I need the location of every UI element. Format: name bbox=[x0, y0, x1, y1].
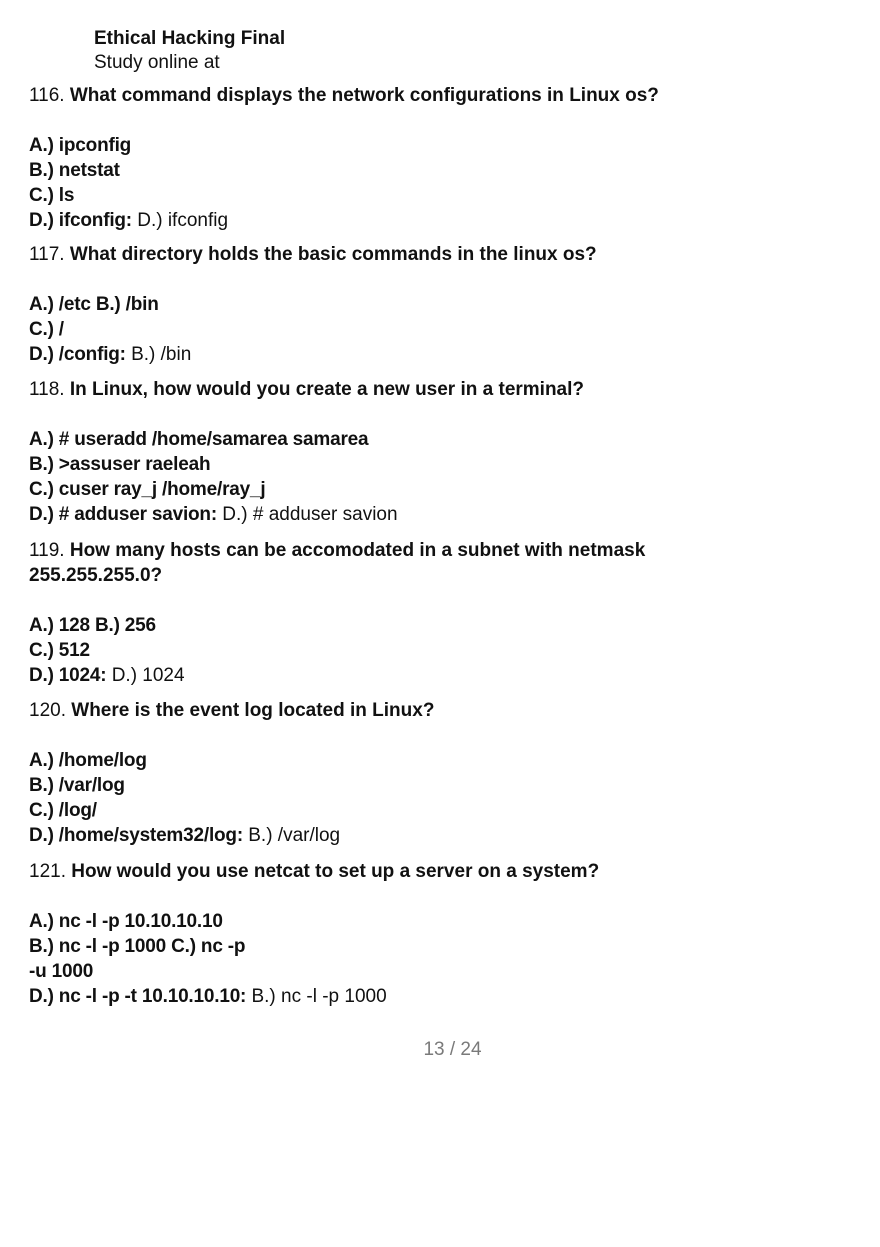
question-number: 120. bbox=[29, 700, 66, 721]
option-line: A.) nc -l -p 10.10.10.10 bbox=[29, 911, 223, 932]
question-text: What directory holds the basic commands in the linux os? bbox=[69, 244, 597, 265]
option-line: B.) >assuser raeleah bbox=[29, 454, 211, 475]
question-118 bbox=[29, 377, 849, 527]
question-stem bbox=[29, 859, 849, 884]
question-options bbox=[29, 613, 849, 688]
question-119 bbox=[29, 538, 849, 688]
question-number: 116. bbox=[29, 85, 65, 106]
question-stem bbox=[29, 698, 849, 723]
question-stem bbox=[29, 377, 849, 402]
question-number: 117. bbox=[29, 244, 65, 265]
answer: B.) /bin bbox=[131, 344, 192, 365]
option-line: C.) 512 bbox=[29, 640, 90, 661]
option-line: B.) nc -l -p 1000 C.) nc -p bbox=[29, 936, 246, 957]
question-text: What command displays the network configurations in Linux os? bbox=[69, 85, 659, 106]
question-text-continued: 255.255.255.0? bbox=[29, 565, 163, 586]
question-options bbox=[29, 748, 849, 848]
option-line: C.) cuser ray_j /home/ray_j bbox=[29, 479, 266, 500]
option-line: A.) ipconfig bbox=[29, 135, 132, 156]
question-text: How many hosts can be accomodated in a subnet with netmask bbox=[69, 540, 646, 561]
answer: D.) # adduser savion bbox=[222, 504, 398, 525]
question-text: In Linux, how would you create a new user in a terminal? bbox=[69, 379, 585, 400]
question-number: 119. bbox=[29, 540, 65, 561]
option-line: D.) /home/system32/log: B.) /var/log bbox=[29, 825, 341, 846]
question-117 bbox=[29, 242, 849, 367]
option-line: D.) # adduser savion: D.) # adduser savion bbox=[29, 504, 398, 525]
answer: B.) nc -l -p 1000 bbox=[251, 986, 387, 1007]
option-line: D.) /config: B.) /bin bbox=[29, 344, 192, 365]
answer: D.) 1024 bbox=[111, 665, 185, 686]
question-options bbox=[29, 427, 849, 527]
option-line: C.) /log/ bbox=[29, 800, 97, 821]
question-stem bbox=[29, 538, 849, 588]
option-line: A.) /home/log bbox=[29, 750, 147, 771]
question-116 bbox=[29, 83, 849, 233]
question-text: Where is the event log located in Linux? bbox=[71, 700, 435, 721]
option-line: A.) 128 B.) 256 bbox=[29, 615, 156, 636]
question-121 bbox=[29, 859, 849, 1009]
question-number: 118. bbox=[29, 379, 65, 400]
question-options bbox=[29, 133, 849, 233]
question-text: How would you use netcat to set up a server on a system? bbox=[71, 861, 600, 882]
question-number: 121. bbox=[29, 861, 66, 882]
question-options bbox=[29, 292, 849, 367]
question-stem bbox=[29, 83, 849, 108]
answer: B.) /var/log bbox=[248, 825, 341, 846]
option-line: A.) /etc B.) /bin bbox=[29, 294, 159, 315]
option-line: D.) ifconfig: D.) ifconfig bbox=[29, 210, 229, 231]
question-120 bbox=[29, 698, 849, 848]
document-title: Ethical Hacking Final bbox=[94, 28, 286, 49]
option-line: -u 1000 bbox=[29, 961, 94, 982]
option-line: D.) nc -l -p -t 10.10.10.10: B.) nc -l -p 1000 bbox=[29, 986, 387, 1007]
option-line: B.) netstat bbox=[29, 160, 120, 181]
option-line: B.) /var/log bbox=[29, 775, 125, 796]
question-options bbox=[29, 909, 849, 1009]
document-subtitle: Study online at bbox=[94, 52, 220, 73]
page-header bbox=[94, 27, 285, 75]
answer: D.) ifconfig bbox=[137, 210, 229, 231]
option-line: C.) / bbox=[29, 319, 64, 340]
option-line: D.) 1024: D.) 1024 bbox=[29, 665, 185, 686]
question-stem bbox=[29, 242, 849, 267]
option-line: A.) # useradd /home/samarea samarea bbox=[29, 429, 369, 450]
option-line: C.) ls bbox=[29, 185, 75, 206]
page-number: 13 / 24 bbox=[423, 1039, 482, 1060]
